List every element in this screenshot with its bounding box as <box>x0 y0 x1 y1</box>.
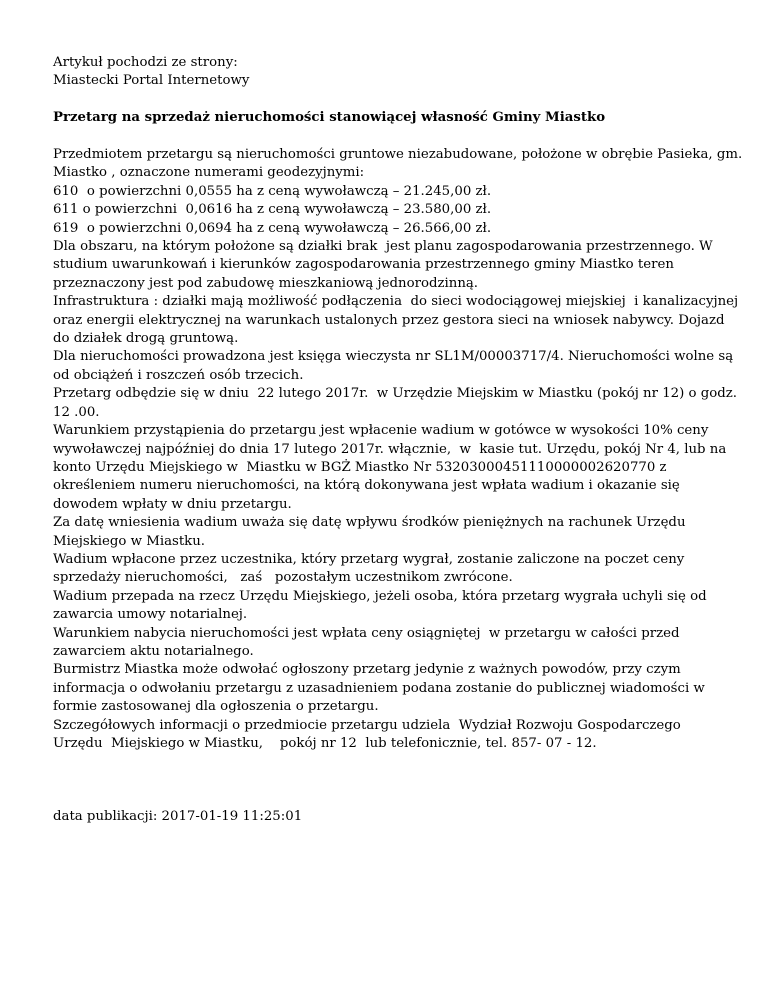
article-body <box>53 146 743 753</box>
body-line: Miastko , oznaczone numerami geodezyjnymi: <box>53 165 365 181</box>
body-line: określeniem numeru nieruchomości, na którą dokonywana jest wpłata wadium i okazanie się <box>53 478 680 494</box>
document-page <box>53 54 743 827</box>
footer-spacer <box>53 753 733 808</box>
body-line: konto Urzędu Miejskiego w Miastku w BGŻ Miastko Nr 53203000451110000002620770 z <box>53 459 667 475</box>
body-line: zawarciem aktu notarialnego. <box>53 643 254 659</box>
body-line: 611 o powierzchni 0,0616 ha z ceną wywoławczą – 23.580,00 zł. <box>53 202 492 218</box>
body-line: Szczegółowych informacji o przedmiocie przetargu udziela Wydział Rozwoju Gospodarczego <box>53 717 681 733</box>
body-line: Infrastruktura : działki mają możliwość podłączenia do sieci wodociągowej miejskiej i kanalizacyjnej <box>53 294 739 310</box>
body-line: 12 .00. <box>53 404 100 420</box>
body-line: studium uwarunkowań i kierunków zagospodarowania przestrzennego gminy Miastko teren <box>53 257 674 273</box>
body-line: oraz energii elektrycznej na warunkach ustalonych przez gestora sieci na wniosek nabywcy. Dojazd <box>53 312 725 328</box>
article-title: Przetarg na sprzedaż nieruchomości stanowiącej własność Gminy Miastko <box>53 110 606 126</box>
body-line: Przedmiotem przetargu są nieruchomości gruntowe niezabudowane, położone w obrębie Pasieka, gm. <box>53 147 743 162</box>
body-line: wywoławczej najpóźniej do dnia 17 lutego 2017r. włącznie, w kasie tut. Urzędu, pokój Nr 4, lub na <box>53 441 727 457</box>
body-line: dowodem wpłaty w dniu przetargu. <box>53 496 292 512</box>
source-block <box>53 54 733 91</box>
body-line: Dla obszaru, na którym położone są działki brak jest planu zagospodarowania przestrzennego. W <box>53 239 713 255</box>
body-line: od obciążeń i roszczeń osób trzecich. <box>53 367 304 383</box>
body-line: Wadium wpłacone przez uczestnika, który przetarg wygrał, zostanie zaliczone na poczet ceny <box>53 551 685 567</box>
body-line: 619 o powierzchni 0,0694 ha z ceną wywoławczą – 26.566,00 zł. <box>53 220 492 236</box>
body-line: Warunkiem nabycia nieruchomości jest wpłata ceny osiągniętej w przetargu w całości przed <box>53 625 680 641</box>
body-line: formie zastosowanej dla ogłoszenia o przetargu. <box>53 699 379 715</box>
source-label: Artykuł pochodzi ze strony: <box>53 55 238 70</box>
body-line: Dla nieruchomości prowadzona jest księga wieczysta nr SL1M/00003717/4. Nieruchomości wolne są <box>53 349 734 365</box>
body-line: Za datę wniesienia wadium uważa się datę wpływu środków pieniężnych na rachunek Urzędu <box>53 515 686 531</box>
body-line: sprzedaży nieruchomości, zaś pozostałym uczestnikom zwrócone. <box>53 570 513 586</box>
body-line: Urzędu Miejskiego w Miastku, pokój nr 12 lub telefonicznie, tel. 857- 07 - 12. <box>53 736 597 751</box>
body-line: przeznaczony jest pod zabudowę mieszkaniową jednorodzinną. <box>53 275 479 291</box>
source-site-name: Miastecki Portal Internetowy <box>53 73 250 89</box>
body-line: Miejskiego w Miastku. <box>53 533 206 549</box>
body-line: Burmistrz Miastka może odwołać ogłoszony przetarg jedynie z ważnych powodów, przy czym <box>53 662 681 678</box>
body-line: Przetarg odbędzie się w dniu 22 lutego 2017r. w Urzędzie Miejskim w Miastku (pokój nr 12) o godz. <box>53 386 738 402</box>
body-line: Warunkiem przystąpienia do przetargu jest wpłacenie wadium w gotówce w wysokości 10% ceny <box>53 423 709 439</box>
body-line: zawarcia umowy notarialnej. <box>53 607 248 623</box>
body-line: Wadium przepada na rzecz Urzędu Miejskiego, jeżeli osoba, która przetarg wygrała uchyli się od <box>53 588 707 604</box>
publication-date: data publikacji: 2017-01-19 11:25:01 <box>53 809 303 825</box>
body-line: informacja o odwołaniu przetargu z uzasadnieniem podana zostanie do publicznej wiadomości w <box>53 680 705 696</box>
body-line: 610 o powierzchni 0,0555 ha z ceną wywoławczą – 21.245,00 zł. <box>53 183 492 199</box>
body-line: do działek drogą gruntową. <box>53 331 239 347</box>
